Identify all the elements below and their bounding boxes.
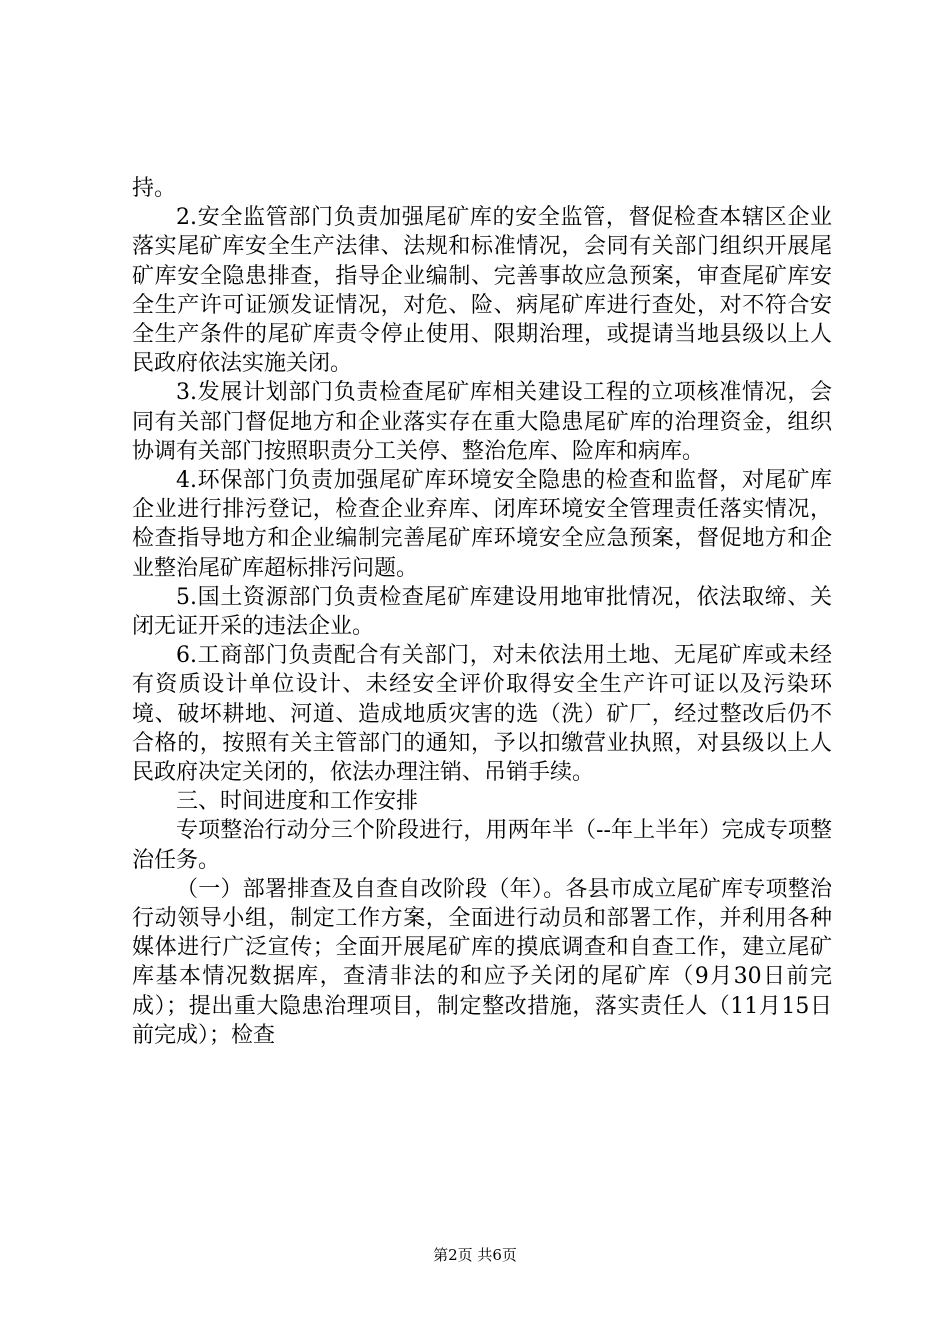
section-heading: 三、时间进度和工作安排 [176,789,419,815]
document-body [132,174,832,1050]
paragraph-3: 4.环保部门负责加强尾矿库环境安全隐患的检查和监督，对尾矿库企业进行排污登记，检查企业弃库、闭库环境安全管理责任落实情况，检查指导地方和企业编制完善尾矿库环境安全应急预案，督促地方和企业整治尾矿库超标排污问题。 [132,468,832,581]
paragraph-7: 专项整治行动分三个阶段进行，用两年半（--年上半年）完成专项整治任务。 [132,818,832,873]
paragraph-5: 6.工商部门负责配合有关部门，对未依法用土地、无尾矿库或未经有资质设计单位设计、未经安全评价取得安全生产许可证以及污染环境、破坏耕地、河道、造成地质灾害的选（洗）矿厂，经过整改后仍不合格的，按照有关主管部门的通知，予以扣缴营业执照，对县级以上人民政府决定关闭的，依法办理注销、吊销手续。 [132,643,832,786]
paragraph-8: （一）部署排查及自查自改阶段（年）。各县市成立尾矿库专项整治行动领导小组，制定工作方案，全面进行动员和部署工作，并利用各种媒体进行广泛宣传；全面开展尾矿库的摸底调查和自查工作，建立尾矿库基本情况数据库，查清非法的和应予关闭的尾矿库（9月30日前完成）；提出重大隐患治理项目，制定整改措施，落实责任人（11月15日前完成）；检查 [132,876,832,1048]
paragraph-1: 2.安全监管部门负责加强尾矿库的安全监管，督促检查本辖区企业落实尾矿库安全生产法律、法规和标准情况，会同有关部门组织开展尾矿库安全隐患排查，指导企业编制、完善事故应急预案，审查尾矿库安全生产许可证颁发证情况，对危、险、病尾矿库进行查处，对不符合安全生产条件的尾矿库责令停止使用、限期治理，或提请当地县级以上人民政府依法实施关闭。 [132,205,832,377]
paragraph-4: 5.国土资源部门负责检查尾矿库建设用地审批情况，依法取缔、关闭无证开采的违法企业。 [132,584,832,640]
paragraph-0: 持。 [132,176,177,201]
page-footer: 第2页 共6页 [433,1246,517,1264]
paragraph-2: 3.发展计划部门负责检查尾矿库相关建设工程的立项核准情况，会同有关部门督促地方和企业落实存在重大隐患尾矿库的治理资金，组织协调有关部门按照职责分工关停、整治危库、险库和病库。 [132,380,832,464]
